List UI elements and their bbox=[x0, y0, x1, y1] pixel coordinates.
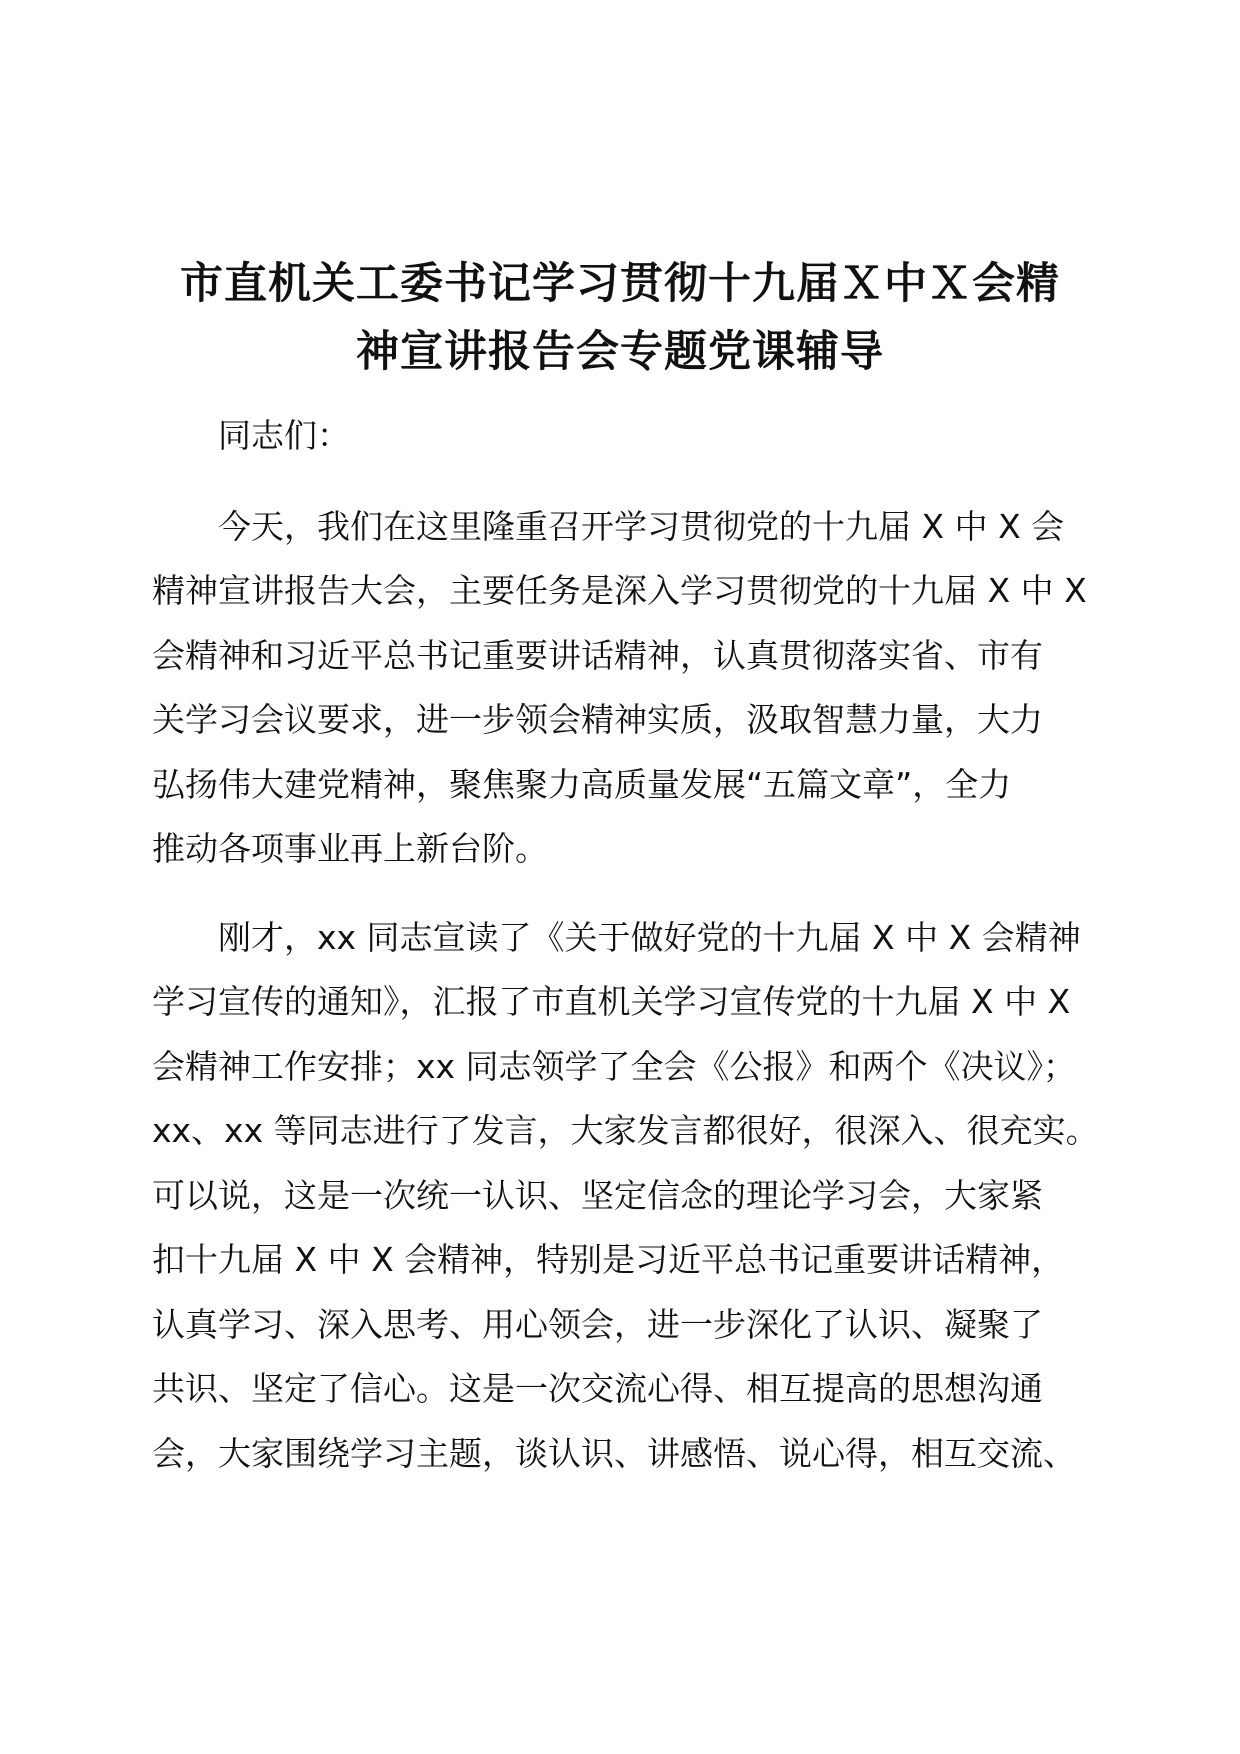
paragraph-line: 弘扬伟大建党精神，聚焦聚力高质量发展“五篇文章”，全力 bbox=[152, 764, 1012, 804]
document-title bbox=[150, 250, 1090, 386]
paragraph-line: 认真学习、深入思考、用心领会，进一步深化了认识、凝聚了 bbox=[152, 1304, 1043, 1344]
paragraph-line: 推动各项事业再上新台阶。 bbox=[152, 829, 548, 868]
paragraph-line: 今天，我们在这里隆重召开学习贯彻党的十九届 X 中 X 会 bbox=[152, 506, 1065, 546]
paragraph bbox=[152, 906, 1112, 1487]
paragraph-line: 可以说，这是一次统一认识、坚定信念的理论学习会，大家紧 bbox=[152, 1175, 1043, 1215]
paragraph-line: 关学习会议要求，进一步领会精神实质，汲取智慧力量，大力 bbox=[152, 700, 1043, 739]
title-line: 神宣讲报告会专题党课辅导 bbox=[356, 327, 884, 377]
paragraph-line: 扣十九届 X 中 X 会精神，特别是习近平总书记重要讲话精神， bbox=[152, 1240, 1065, 1279]
paragraph-line: 刚才，xx 同志宣读了《关于做好党的十九届 X 中 X 会精神 bbox=[152, 917, 1081, 957]
paragraph-line: 精神宣讲报告大会，主要任务是深入学习贯彻党的十九届 X 中 X bbox=[152, 571, 1087, 610]
paragraph-line: 会精神工作安排；xx 同志领学了全会《公报》和两个《决议》； bbox=[152, 1046, 1077, 1086]
paragraph-line: 会精神和习近平总书记重要讲话精神，认真贯彻落实省、市有 bbox=[152, 635, 1043, 675]
paragraph-line: 学习宣传的通知》，汇报了市直机关学习宣传党的十九届 X 中 X bbox=[152, 982, 1071, 1021]
paragraph-line: 会，大家围绕学习主题，谈认识、讲感悟、说心得，相互交流、 bbox=[152, 1433, 1076, 1473]
document-body bbox=[152, 404, 1112, 1510]
salutation: 同志们： bbox=[218, 416, 350, 455]
paragraph bbox=[152, 495, 1112, 882]
title-line: 市直机关工委书记学习贯彻十九届Ｘ中Ｘ会精 bbox=[180, 259, 1060, 309]
paragraph-line: 共识、坚定了信心。这是一次交流心得、相互提高的思想沟通 bbox=[152, 1369, 1043, 1408]
paragraph-line: xx、xx 等同志进行了发言，大家发言都很好，很深入、很充实。 bbox=[152, 1111, 1099, 1150]
